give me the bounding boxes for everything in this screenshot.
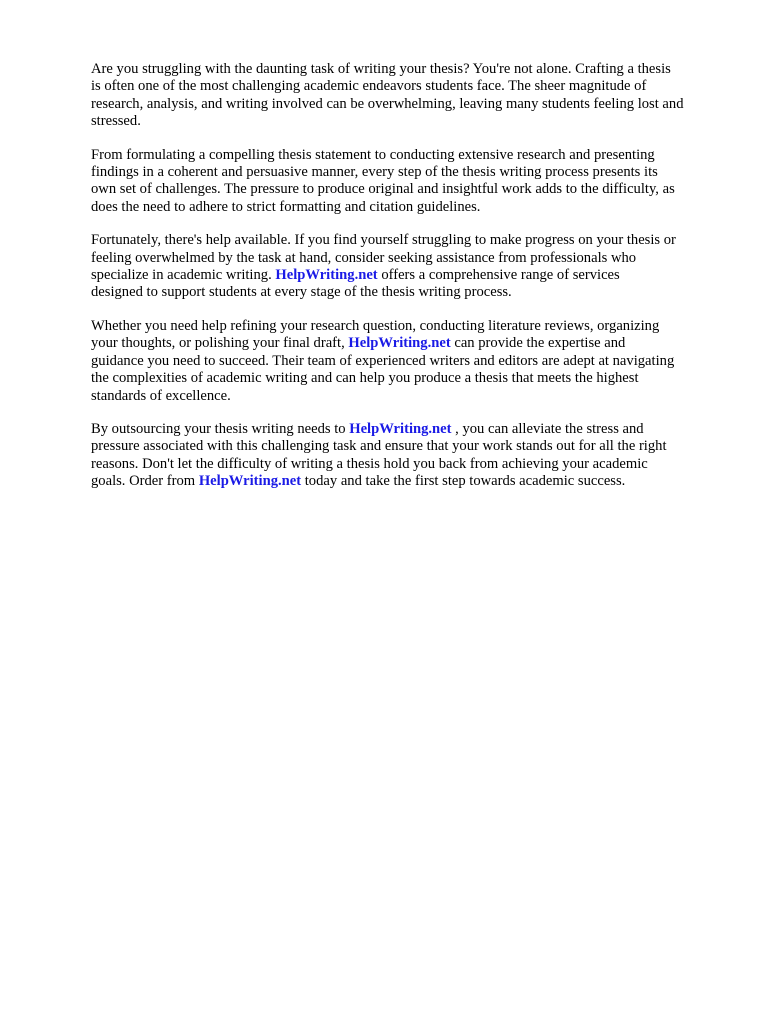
helpwriting-link[interactable]: HelpWriting.net <box>275 267 378 284</box>
helpwriting-link[interactable]: HelpWriting.net <box>349 420 452 437</box>
paragraph-services <box>91 318 728 405</box>
paragraph-text: From formulating a compelling thesis statement to conducting extensive research and presenting findings in a coherent and persuasive manner, every step of the thesis writing process presents its own set of challenges. The pressure to produce original and insightful work adds to the difficulty, as does the need to adhere to strict formatting and citation guidelines. <box>91 146 675 215</box>
paragraph-text: , you can alleviate the stress and pressure associated with this challenging task and ensure that your work stands out for all the right reasons. Don't let the difficulty of writing a thesis hold you back from achieving your academic goals. Order from <box>91 420 667 490</box>
paragraph-text: today and take the first step towards academic success. <box>301 473 626 490</box>
paragraph-text: Fortunately, there's help available. If you find yourself struggling to make progress on your thesis or feeling overwhelmed by the task at hand, consider seeking assistance from professionals who specialize in academic writing. <box>91 232 676 284</box>
helpwriting-link[interactable]: HelpWriting.net <box>348 335 451 352</box>
paragraph-text: Are you struggling with the daunting task of writing your thesis? You're not alone. Crafting a thesis is often one of the most challenging academic endeavors students face. The sheer magnitude of research, analysis, and writing involved can be overwhelming, leaving many students feeling lost and stressed. <box>91 61 684 130</box>
paragraph-text: offers a comprehensive range of services designed to support students at every stage of the thesis writing process. <box>91 267 620 301</box>
paragraph-order <box>91 421 728 491</box>
paragraph-text: By outsourcing your thesis writing needs to <box>91 420 350 437</box>
paragraph-text: can provide the expertise and guidance you need to succeed. Their team of experienced writers and editors are adept at navigating the complexities of academic writing and can help you produce a thesis that meets the highest standards of excellence. <box>91 335 675 404</box>
helpwriting-link[interactable]: HelpWriting.net <box>198 473 302 490</box>
paragraph-intro <box>91 61 728 131</box>
paragraph-text: Whether you need help refining your research question, conducting literature reviews, organizing your thoughts, or polishing your final draft, <box>91 317 660 352</box>
paragraph-help-available <box>91 232 728 302</box>
paragraph-challenges <box>91 147 728 217</box>
